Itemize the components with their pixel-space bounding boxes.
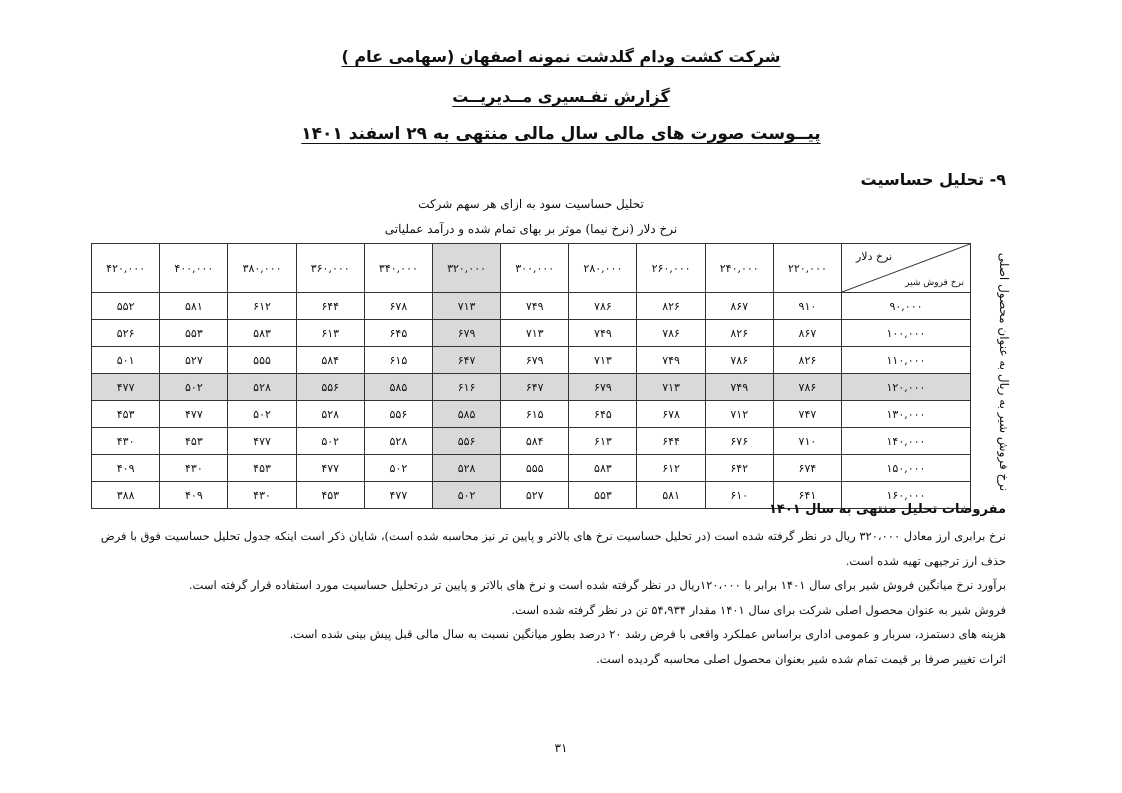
table-cell: ۳۸۸: [92, 482, 160, 509]
table-cell: ۶۴۴: [296, 293, 364, 320]
table-cell: ۷۱۳: [432, 293, 500, 320]
assumption-note: هزینه های دستمزد، سربار و عمومی اداری براساس عملکرد واقعی با فرض رشد ۲۰ درصد بطور میانگین نسبت به سال مالی قبل پیش بینی شده است.: [289, 627, 1006, 641]
table-cell: ۶۷۸: [364, 293, 432, 320]
table-cell: ۶۴۱: [773, 482, 841, 509]
table-cell: ۹۱۰: [773, 293, 841, 320]
row-label: ۱۶۰,۰۰۰: [842, 482, 971, 509]
column-header: ۳۰۰,۰۰۰: [501, 244, 569, 293]
table-cell: ۴۵۳: [228, 455, 296, 482]
table-cell: ۴۳۰: [228, 482, 296, 509]
table-cell: ۷۴۹: [705, 374, 773, 401]
table-cell: ۵۲۷: [501, 482, 569, 509]
table-cell: ۴۷۷: [160, 401, 228, 428]
side-axis-label: نرخ فروش شیر به ریال به عنوان محصول اصلی: [997, 252, 1011, 492]
row-label: ۹۰,۰۰۰: [842, 293, 971, 320]
column-header: ۲۴۰,۰۰۰: [705, 244, 773, 293]
table-cell: ۵۰۲: [296, 428, 364, 455]
table-cell: ۴۵۳: [92, 401, 160, 428]
table-header-row: [92, 244, 971, 293]
table-cell: ۵۵۳: [160, 320, 228, 347]
assumption-note: نرخ برابری ارز معادل ۳۲۰،۰۰۰ ریال در نظر گرفته شده است (در تحلیل حساسیت نرخ های بالاتر و پایین تر نیز محاسبه شده است)، شایان ذکر است اینکه جدول تحلیل حساسیت فوق با فرض حذف ارز ترجیهی تهیه شده است.: [100, 529, 1006, 568]
column-header: ۳۲۰,۰۰۰: [432, 244, 500, 293]
table-cell: ۶۷۴: [773, 455, 841, 482]
table-cell: ۸۲۶: [705, 320, 773, 347]
table-cell: ۷۸۶: [773, 374, 841, 401]
table-cell: ۷۴۷: [773, 401, 841, 428]
table-cell: ۶۴۷: [501, 374, 569, 401]
table-cell: ۵۰۱: [92, 347, 160, 374]
table-cell: ۶۱۳: [569, 428, 637, 455]
table-cell: ۷۸۶: [705, 347, 773, 374]
table-cell: ۵۸۴: [296, 347, 364, 374]
table-cell: ۶۱۳: [296, 320, 364, 347]
corner-dollar-label: نرخ دلار: [856, 250, 893, 263]
table-cell: ۵۵۲: [92, 293, 160, 320]
company-title: شرکت کشت ودام گلدشت نمونه اصفهان (سهامی عام ): [341, 47, 781, 66]
table-cell: ۷۱۲: [705, 401, 773, 428]
table-cell: ۶۱۶: [432, 374, 500, 401]
table-cell: ۶۷۹: [501, 347, 569, 374]
column-header: ۲۸۰,۰۰۰: [569, 244, 637, 293]
assumption-note: فروش شیر به عنوان محصول اصلی شرکت برای سال ۱۴۰۱ مقدار ۵۴،۹۳۴ تن در نظر گرفته شده است.: [511, 602, 1006, 617]
column-header: ۴۰۰,۰۰۰: [160, 244, 228, 293]
table-row: [92, 455, 971, 482]
table-cell: ۵۵۳: [569, 482, 637, 509]
sensitivity-table: [91, 243, 971, 509]
table-cell: ۶۴۲: [705, 455, 773, 482]
table-cell: ۴۷۷: [296, 455, 364, 482]
table-cell: ۴۷۷: [364, 482, 432, 509]
table-cell: ۷۱۳: [569, 347, 637, 374]
row-label: ۱۵۰,۰۰۰: [842, 455, 971, 482]
table-cell: ۵۸۵: [364, 374, 432, 401]
table-cell: ۵۰۲: [432, 482, 500, 509]
row-label: ۱۴۰,۰۰۰: [842, 428, 971, 455]
table-cell: ۵۸۴: [501, 428, 569, 455]
table-cell: ۶۷۹: [432, 320, 500, 347]
table-cell: ۷۱۳: [501, 320, 569, 347]
table-cell: ۷۸۶: [569, 293, 637, 320]
corner-milk-label: نرخ فروش شیر: [905, 278, 964, 288]
corner-header: [842, 244, 971, 293]
table-cell: ۵۵۵: [501, 455, 569, 482]
table-cell: ۴۷۷: [92, 374, 160, 401]
table-cell: ۴۷۷: [228, 428, 296, 455]
table-cell: ۷۴۹: [501, 293, 569, 320]
table-cell: ۶۴۵: [569, 401, 637, 428]
page-number: ۳۱: [554, 741, 568, 755]
column-header: ۳۸۰,۰۰۰: [228, 244, 296, 293]
column-header: ۲۶۰,۰۰۰: [637, 244, 705, 293]
table-cell: ۵۰۲: [364, 455, 432, 482]
row-label: ۱۱۰,۰۰۰: [842, 347, 971, 374]
table-cell: ۴۳۰: [160, 455, 228, 482]
table-cell: ۸۲۶: [773, 347, 841, 374]
table-cell: ۷۱۳: [637, 374, 705, 401]
table-cell: ۶۴۵: [364, 320, 432, 347]
table-cell: ۵۵۶: [364, 401, 432, 428]
table-cell: ۷۱۰: [773, 428, 841, 455]
table-cell: ۶۷۹: [569, 374, 637, 401]
table-cell: ۶۴۴: [637, 428, 705, 455]
table-row: [92, 374, 971, 401]
table-cell: ۵۵۶: [432, 428, 500, 455]
table-body: [92, 293, 971, 509]
table-caption: تحلیل حساسیت سود به ازای هر سهم شرکت: [418, 197, 644, 211]
column-header: ۲۲۰,۰۰۰: [773, 244, 841, 293]
assumptions-list: [100, 524, 1006, 671]
table-cell: ۴۰۹: [92, 455, 160, 482]
column-header: ۴۲۰,۰۰۰: [92, 244, 160, 293]
table-row: [92, 401, 971, 428]
report-title: گزارش تفـسیری مــدیریــت: [452, 87, 670, 106]
table-cell: ۵۰۲: [228, 401, 296, 428]
table-cell: ۵۲۸: [228, 374, 296, 401]
table-cell: ۸۶۷: [773, 320, 841, 347]
table-cell: ۴۳۰: [92, 428, 160, 455]
table-cell: ۵۲۸: [364, 428, 432, 455]
row-label: ۱۰۰,۰۰۰: [842, 320, 971, 347]
table-cell: ۵۵۵: [228, 347, 296, 374]
table-cell: ۸۶۷: [705, 293, 773, 320]
table-cell: ۶۴۷: [432, 347, 500, 374]
assumption-note: برآورد نرخ میانگین فروش شیر برای سال ۱۴۰۱ برابر با ۱۲۰،۰۰۰ریال در نظر گرفته شده است و نرخ های بالاتر و پایین تر درتحلیل حساسیت مورد استفاده قرار گرفته است.: [188, 578, 1006, 592]
table-cell: ۶۱۲: [228, 293, 296, 320]
table-cell: ۴۵۳: [296, 482, 364, 509]
assumptions-title: مفروضات تحلیل منتهی به سال ۱۴۰۱: [768, 502, 1006, 517]
table-row: [92, 293, 971, 320]
table-cell: ۶۱۰: [705, 482, 773, 509]
table-row: [92, 347, 971, 374]
table-subcaption: نرخ دلار (نرخ نیما) موثر بر بهای تمام شده و درآمد عملیاتی: [384, 222, 678, 236]
table-cell: ۵۵۶: [296, 374, 364, 401]
table-cell: ۵۲۷: [160, 347, 228, 374]
table-cell: ۷۸۶: [637, 320, 705, 347]
table-cell: ۸۲۶: [637, 293, 705, 320]
table-cell: ۴۰۹: [160, 482, 228, 509]
table-cell: ۵۲۸: [296, 401, 364, 428]
table-cell: ۵۲۶: [92, 320, 160, 347]
table-cell: ۵۸۱: [160, 293, 228, 320]
section-title: ۹- تحلیل حساسیت: [860, 170, 1006, 189]
table-cell: ۶۷۶: [705, 428, 773, 455]
assumption-note: اثرات تغییر صرفا بر قیمت تمام شده شیر بعنوان محصول اصلی محاسبه گردیده است.: [596, 651, 1006, 666]
table-cell: ۵۸۱: [637, 482, 705, 509]
column-header: ۳۴۰,۰۰۰: [364, 244, 432, 293]
table-cell: ۵۸۵: [432, 401, 500, 428]
table-cell: ۵۲۸: [432, 455, 500, 482]
table-cell: ۶۱۲: [637, 455, 705, 482]
row-label: ۱۳۰,۰۰۰: [842, 401, 971, 428]
report-subtitle: پیــوست صورت های مالی سال مالی منتهی به ۲۹ اسفند ۱۴۰۱: [301, 124, 821, 144]
table-cell: ۷۴۹: [569, 320, 637, 347]
table-cell: ۴۵۳: [160, 428, 228, 455]
column-header: ۳۶۰,۰۰۰: [296, 244, 364, 293]
table-cell: ۶۱۵: [501, 401, 569, 428]
table-cell: ۶۱۵: [364, 347, 432, 374]
table-cell: ۵۸۳: [228, 320, 296, 347]
table-cell: ۶۷۸: [637, 401, 705, 428]
table-cell: ۵۰۲: [160, 374, 228, 401]
row-label: ۱۲۰,۰۰۰: [842, 374, 971, 401]
table-row: [92, 428, 971, 455]
table-row: [92, 320, 971, 347]
table-cell: ۷۴۹: [637, 347, 705, 374]
table-cell: ۵۸۳: [569, 455, 637, 482]
